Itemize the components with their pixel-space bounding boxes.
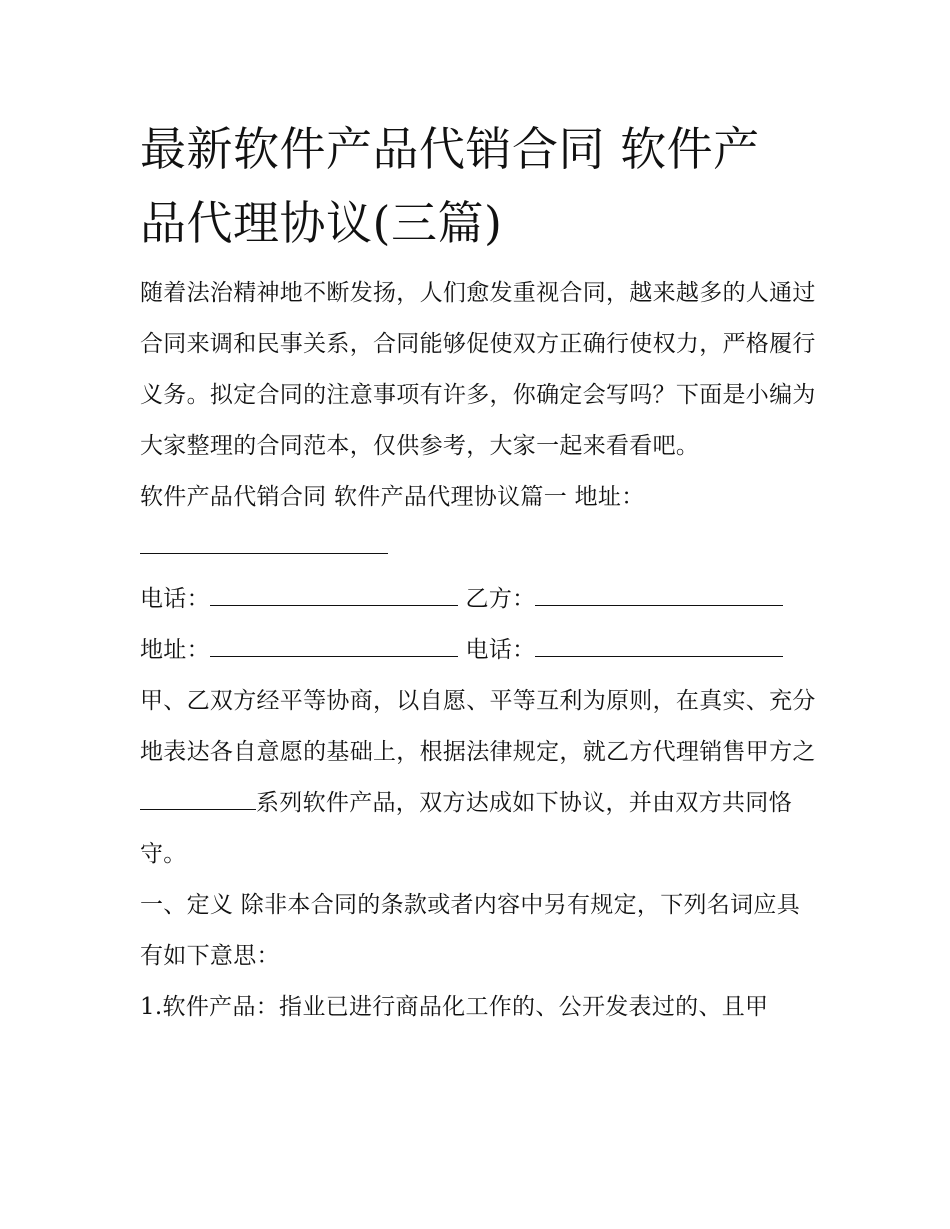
title-line-2: 品代理协议(三篇): [140, 196, 503, 250]
address-blank-line: [140, 523, 820, 574]
agreement-paragraph: [140, 676, 820, 880]
address-blank-2: [210, 632, 458, 657]
phone-label-2: 电话：: [465, 637, 536, 663]
definition-item-1: 1.软件产品：指业已进行商品化工作的、公开发表过的、且甲: [140, 994, 769, 1020]
address-label: 地址：: [140, 637, 210, 663]
phone-label: 电话：: [140, 586, 210, 612]
phone-blank-2: [535, 632, 783, 657]
definition-intro: 一、定义 除非本合同的条款或者内容中另有规定，下列名词应具有如下意思：: [140, 892, 801, 969]
title-line-1: 最新软件产品代销合同 软件产: [140, 122, 760, 176]
party-b-blank: [535, 581, 783, 606]
agreement-text-2: 系列软件产品，双方达成如下协议，并由双方共同恪守。: [140, 790, 792, 867]
document-content: [140, 112, 820, 1033]
intro-paragraph: 随着法治精神地不断发扬，人们愈发重视合同，越来越多的人通过合同来调和民事关系，合同能够促使双方正确行使权力，严格履行义务。拟定合同的注意事项有许多，你确定会写吗？下面是小编为大家整理的合同范本，仅供参考，大家一起来看看吧。: [140, 280, 816, 459]
document-title: [140, 112, 820, 260]
address-phone-line: [140, 625, 820, 676]
phone-party-b-line: [140, 574, 820, 625]
address-blank: [140, 523, 388, 554]
phone-blank: [210, 581, 458, 606]
product-blank: [140, 785, 256, 810]
section-heading: 软件产品代销合同 软件产品代理协议篇一 地址：: [140, 484, 645, 510]
agreement-text-1: 甲、乙双方经平等协商，以自愿、平等互利为原则，在真实、充分地表达各自意愿的基础上，根据法律规定，就乙方代理销售甲方之: [140, 688, 816, 765]
party-b-label: 乙方：: [465, 586, 536, 612]
